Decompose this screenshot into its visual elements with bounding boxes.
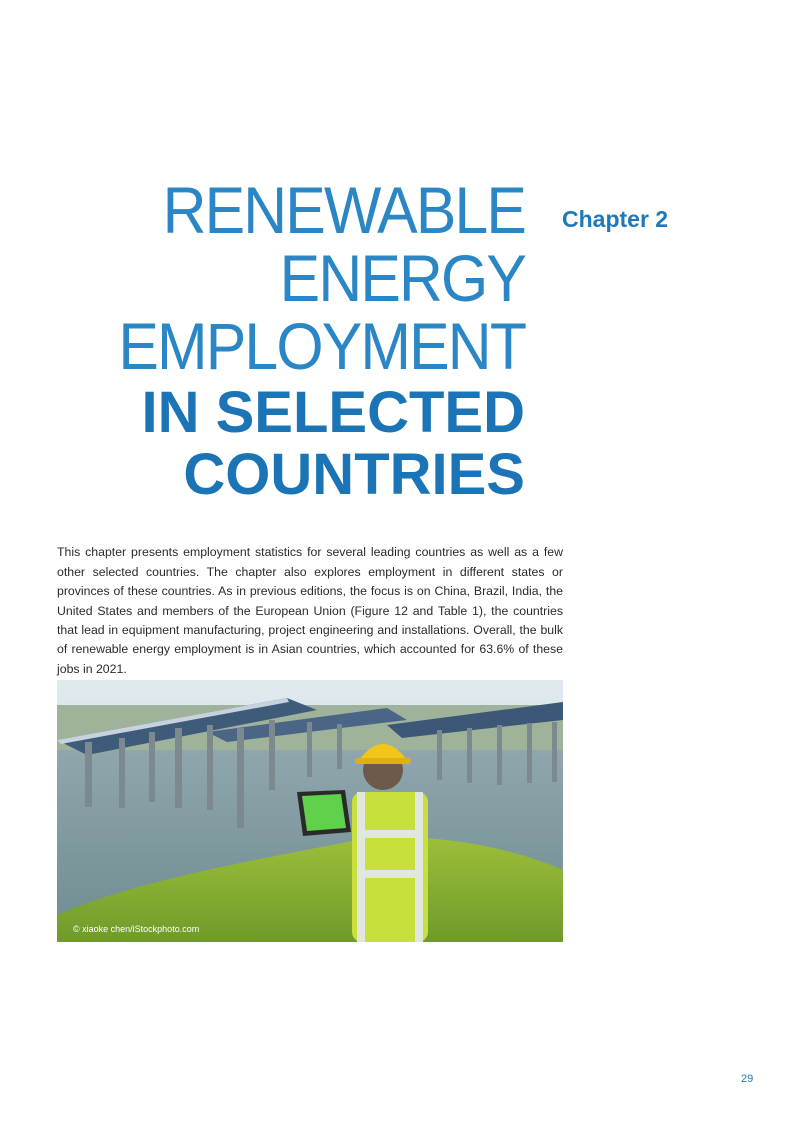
title-line-1: RENEWABLE xyxy=(162,173,525,247)
title-line-4: IN SELECTED xyxy=(141,380,525,445)
title-bold-part xyxy=(83,382,525,506)
solar-farm-photo xyxy=(57,680,563,942)
page-number: 29 xyxy=(741,1073,754,1085)
intro-paragraph: This chapter presents employment statistics for several leading countries as well as a few other selected countries. The chapter also explores employment in different states or provinces of these countries. As in previous editions, the focus is on China, Brazil, India, the United States and members of the European Union (Figure 12 and Table 1), the countries that lead in equipment manufacturing, project engineering and installations. Overall, the bulk of renewable energy employment is in Asian countries, which accounted for 63.6% of these jobs in 2021. xyxy=(57,545,563,676)
photo-illustration xyxy=(57,680,563,942)
title-line-2: ENERGY xyxy=(279,241,525,315)
chapter-title xyxy=(83,173,525,507)
title-line-3: EMPLOYMENT xyxy=(118,309,525,383)
photo-credit: © xiaoke chen/iStockphoto.com xyxy=(73,924,200,934)
chapter-label: Chapter 2 xyxy=(562,206,669,232)
title-light-part xyxy=(83,173,525,383)
title-line-5: COUNTRIES xyxy=(183,442,525,507)
